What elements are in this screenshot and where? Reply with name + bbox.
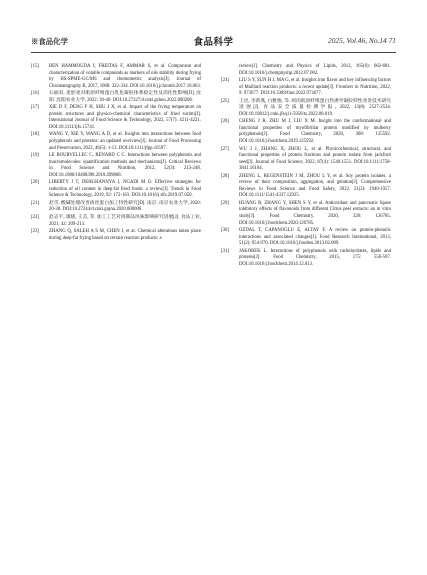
reference-text: 石丽双. 麦胚麦对肌原纤维蛋白乳化凝胶体系稳定性及消化性影响[D]. 沈阳: 沈阳农业大学, 2022: 30-40. DOI:10.27327/d.cnki.gshnu.2022.000206. — [49, 91, 201, 103]
reference-number: [21] — [31, 200, 39, 206]
reference-entry — [221, 201, 391, 227]
reference-number: [27] — [221, 146, 229, 152]
reference-entry — [221, 64, 391, 77]
reference-entry — [221, 228, 391, 248]
reference-entry — [31, 132, 201, 152]
reference-text: 赵雪. 酸碱处理改善肉丝蛋白加工特性研究[D]. 南京: 南京农业大学, 2020: 20-30. DOI:10.27244/d.cnki.gnjnu.2020.000006. — [49, 200, 201, 213]
reference-text: OZDAL T, CAPANOGLU E, ALTAY F. A review on protein-phenolic interactions and associated changes[J]. Food Research International, 2013, 51(2): 954-970. DOI:10.1016/j.foodres.2013.02.009. — [239, 228, 391, 247]
journal-logo: 食品科学 — [193, 37, 234, 48]
reference-text: XIE D F, DENG F H, SHU J X, et al. Impact of the frying temperature on protein structures and physico-chemical characteristics of fried surimi[J]. International Journal of Food Science & Technology, 2022, 57(7): 4211-4221. DOI:10.1111/ijfs.15741. — [49, 105, 201, 130]
reference-entry — [31, 153, 201, 179]
reference-entry — [31, 229, 201, 242]
references-left-column — [31, 64, 201, 243]
reference-entry — [221, 119, 391, 145]
reference-text: LIBERTY J T, DEHGHANNYA J, NGADI M O. Effective strategies for reduction of oil content in deep-fat fried foods: a review[J]. Trends in Food Science & Technology, 2019, 92: 172-183. DOI:10.1016/j.tifs.2019.07.050. — [49, 180, 201, 199]
reference-number: [25] — [221, 98, 229, 104]
reference-text: 赵志平, 康晓, 王芸, 等. 加工工艺对肉制品风味影响研究进展[J]. 食品工业, 2021, 42: 209-213. — [49, 215, 201, 227]
reference-text: ZHENG L, REGENSTEIN J M, ZHOU L Y, et al. Soy protein isolates: a review of their composition, aggregation, and gelation[J]. Comprehensive Reviews in Food Science and Food Safety, 2022, 21(2): 1940-1957. DOI:10.1111/1541-4337.12925. — [239, 173, 391, 199]
reference-text: WANG Y, XIE Y, WANG A D, et al. Insights into interactions between food polyphenols and proteins: an updated overview[J]. Journal of Food Processing and Preservation, 2022, 46(5): 1-13. DOI:10.1111/jfpp.16597. — [49, 132, 201, 151]
reference-text: review[J]. Chemistry and Physics of Lipids, 2012, 165(6): 662-681. DOI:10.1016/j.chemphyslip.2012.07.002. — [239, 64, 391, 76]
references-body — [31, 64, 396, 555]
reference-text: HUANG R, ZHANG Y, SHEN S Y, et al. Antioxidant and pancreatic lipase inhibitory effects of flavonoids from different Citrus peel extracts: an in vitro study[J]. Food Chemistry, 2020, 326: 126785. DOI:10.1016/j.foodchem.2020.126785. — [239, 200, 391, 226]
reference-entry — [31, 215, 201, 228]
reference-text: LIU S Y, SUN H J, MA G, et al. Insights into flavor and key influencing factors of Maillard reaction products: a recent update[J]. Frontiers in Nutrition, 2022, 9: 973677. DOI:10.3389/fnut.2022.973677. — [239, 78, 391, 97]
reference-entry — [221, 78, 391, 98]
issue-info: 2025, Vol.46, No.14 71 — [328, 36, 396, 45]
reference-text: JAKOBEK L. Interactions of polyphenols with carbohydrates, lipids and proteins[J]. Food Chemistry, 2015, 175: 556-567. DOI:10.1016/j.foodchem.2014.12.013. — [239, 248, 391, 267]
reference-number: [29] — [221, 200, 229, 206]
reference-number: [17] — [31, 105, 39, 111]
reference-number: [31] — [221, 248, 229, 254]
reference-text: BEN HAMMOUDA I, FREITAS F, AMMAR S, et al. Comparison and characterization of volatile compounds as markers of oils stability during frying by HS-SPME-GC/MS and chemometric analysis[J]. Journal of Chromatography B, 2017, 1068: 322-334. DOI:10.1016/j.jchromb.2017.10.063. — [49, 64, 201, 89]
reference-number: [16] — [31, 91, 39, 97]
reference-text: CHENG J R, ZHU M J, LIU X M. Insight into the conformational and functional properties of myofibrillar protein modified by mulberry polyphenols[J]. Food Chemistry, 2020, 308: 125592. DOI:10.1016/j.foodchem.2019.125592. — [239, 119, 391, 145]
reference-number: [30] — [221, 228, 229, 234]
reference-entry — [221, 99, 391, 119]
header-rule — [31, 52, 396, 53]
reference-number: [23] — [31, 229, 39, 235]
reference-text: LE BOURVELLEC C, RENARD C C. Interactions between polyphenols and macromolecules: quantification methods and mechanisms[J]. Critical Reviews in Food Science and Nutrition, 2012, 52(3): 213-248. DOI:10.1080/10408398.2010.499808. — [49, 153, 201, 178]
references-right-column — [221, 64, 391, 269]
journal-section: ※食品化学 — [31, 37, 68, 46]
reference-entry — [31, 105, 201, 131]
reference-number: [24] — [221, 78, 229, 84]
reference-entry — [221, 249, 391, 269]
reference-entry — [221, 174, 391, 200]
reference-entry — [31, 201, 201, 214]
reference-number: [18] — [31, 132, 39, 138]
reference-entry — [31, 64, 201, 90]
reference-entry — [31, 180, 201, 200]
page-header — [31, 36, 396, 48]
reference-text: WU J J, ZHANG X, ZHOU L, et al. Physicochemical, structural, and functional properties of protein fractions and protein isolate from jackfruit seed[J]. Journal of Food Science, 2022, 87(4): 1540-1551. DOI:10.1111/1750-3841.16104. — [239, 146, 391, 172]
reference-number: [20] — [31, 180, 39, 186]
reference-number: [26] — [221, 119, 229, 125]
reference-text: ZHANG Q, SALEH A S M, CHEN J, et al. Chemical alterations taken place during deep-fat frying based on certain reaction products: a — [49, 229, 201, 241]
reference-number: [19] — [31, 153, 39, 159]
reference-entry — [31, 91, 201, 104]
reference-text: 王昆, 李新燕, 白雅俊, 等. 鸡肉肌原纤维蛋白热诱导凝胶特性改善技术研究进展[J]. 食品安全质量检测学报, 2022, 13(8): 2527-2534. DOI:10.19812/j.cnki.jfsq11-5956/ts.2022.08.019. — [239, 98, 392, 117]
reference-entry — [221, 147, 391, 173]
reference-number: [15] — [31, 64, 39, 69]
reference-number: [28] — [221, 173, 229, 179]
reference-number: [22] — [31, 215, 39, 221]
